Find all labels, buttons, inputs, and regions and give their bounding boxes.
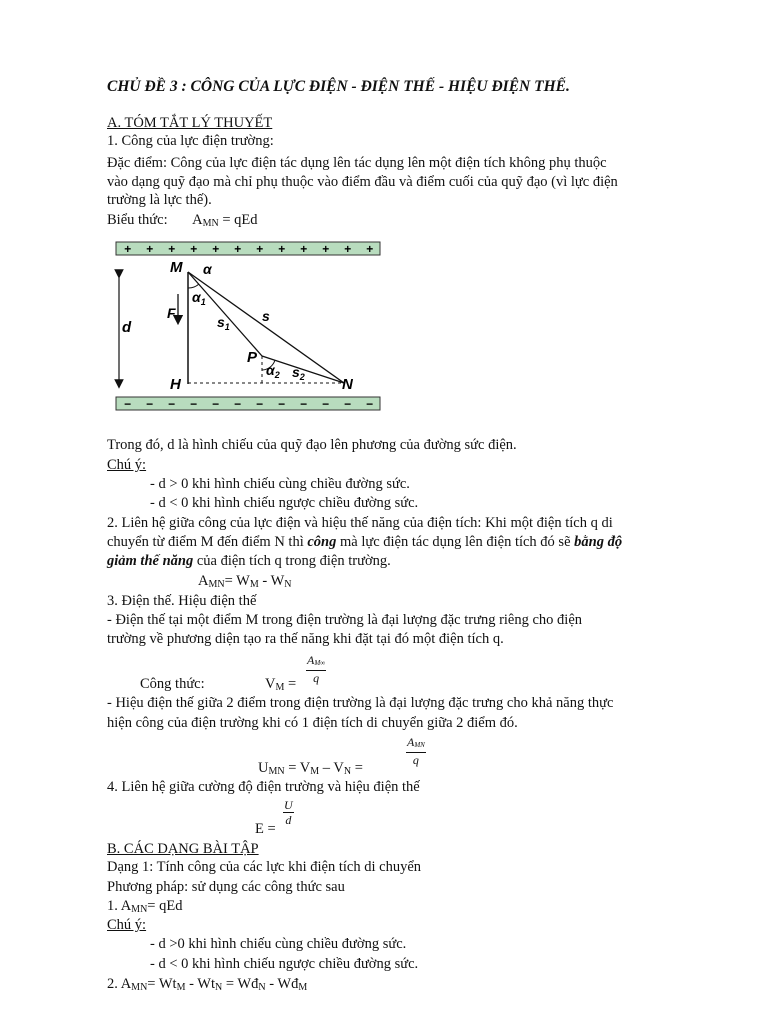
plus-sign: + (300, 242, 308, 256)
section-b-note-item: - d < 0 khi hình chiếu ngược chiều đường sức. (150, 956, 419, 972)
e-formula-lhs: E = (255, 821, 276, 837)
expression-rhs: = qEd (222, 212, 258, 228)
negative-plate (116, 397, 380, 410)
plus-sign: + (256, 242, 264, 256)
minus-sign: − (146, 397, 154, 411)
minus-sign: − (278, 397, 286, 411)
positive-plate (116, 242, 380, 255)
work-path-figure (112, 238, 384, 414)
section-a-p1-line: Đặc điểm: Công của lực điện tác dụng lên tác dụng lên một điện tích không phụ thuộc (107, 155, 607, 171)
section-b-dang1: Dạng 1: Tính công của các lực khi điện tích di chuyển (107, 859, 422, 875)
plus-sign: + (190, 242, 198, 256)
label-alpha: α (203, 261, 212, 277)
section-a-p2-line: 2. Liên hệ giữa công của lực điện và hiệu thế năng của điện tích: Khi một điện tích q di (107, 515, 613, 531)
section-a-p1-line: vào dạng quỹ đạo mà chỉ phụ thuộc vào điểm đầu và điểm cuối của quỹ đạo (vì lực điện (107, 174, 618, 190)
section-a-p1-line: trường là lực thế). (107, 192, 212, 208)
section-a-heading: A. TÓM TẮT LÝ THUYẾT (107, 115, 273, 131)
note-item: - d < 0 khi hình chiếu ngược chiều đường sức. (150, 495, 419, 511)
vm-formula-label: Công thức: (140, 676, 205, 692)
expression-label: Biểu thức: (107, 212, 168, 228)
plus-sign: + (124, 242, 132, 256)
section-b-formula-1: 1. $A_{MN}=$ qEd (107, 898, 183, 915)
vm-fraction: $\frac{A_{M\infty}}{q}$ (307, 653, 326, 685)
plus-sign: + (234, 242, 242, 256)
section-a-p2-line: chuyển từ điểm M đến điểm N thì công mà lực điện tác dụng lên điện tích đó sẽ bằng độ (107, 534, 623, 550)
section-b-method: Phương pháp: sử dụng các công thức sau (107, 879, 345, 895)
plus-sign: + (168, 242, 176, 256)
section-b-heading: B. CÁC DẠNG BÀI TẬP (107, 841, 259, 857)
label-f: F (167, 305, 176, 321)
section-b-note-item: - d >0 khi hình chiếu cùng chiều đường sức. (150, 936, 407, 952)
formula-amn-w: $A_{MN}= W_M - W_N$ (198, 573, 292, 590)
minus-sign: − (366, 397, 374, 411)
label-s: s (262, 308, 270, 324)
expression-amn: $A_{MN}$ (192, 212, 219, 229)
label-d: d (122, 319, 132, 336)
section-a-p3-line: hiện công của điện trường khi có 1 điện tích di chuyển giữa 2 điểm đó. (107, 715, 518, 731)
label-h: H (170, 376, 181, 393)
section-a-p2-line: giảm thế năng của điện tích q trong điện trường. (107, 553, 391, 569)
section-a-p3-heading: 3. Điện thế. Hiệu điện thế (107, 593, 257, 609)
plus-sign: + (146, 242, 154, 256)
minus-sign: − (256, 397, 264, 411)
umn-formula-lhs: $U_{MN} = V_M - V_N$ = (258, 760, 363, 777)
note-label: Chú ý: (107, 457, 147, 473)
section-a-p1-heading: 1. Công của lực điện trường: (107, 133, 274, 149)
umn-fraction: $A_{MN}$ q (407, 735, 425, 767)
e-fraction: $\frac{U}{d}$ (284, 798, 293, 827)
minus-sign: − (124, 397, 132, 411)
plus-sign: + (366, 242, 374, 256)
minus-sign: − (234, 397, 242, 411)
section-a-p3-line: - Hiệu điện thế giữa 2 điểm trong điện trường là đại lượng đặc trưng cho khả năng thực (107, 695, 614, 711)
plus-sign: + (344, 242, 352, 256)
plus-sign: + (278, 242, 286, 256)
note-item: - d > 0 khi hình chiếu cùng chiều đường sức. (150, 476, 410, 492)
minus-sign: − (344, 397, 352, 411)
angle-alpha1-arc (188, 284, 199, 288)
vm-formula-lhs: $V_M$ = (265, 676, 297, 693)
minus-sign: − (322, 397, 330, 411)
section-a-p3-line: - Điện thế tại một điểm M trong điện trường là đại lượng đặc trưng riêng cho điện (107, 612, 583, 628)
minus-sign: − (300, 397, 308, 411)
minus-sign: − (212, 397, 220, 411)
label-n: N (342, 376, 353, 393)
section-a-p4-heading: 4. Liên hệ giữa cường độ điện trường và hiệu điện thế (107, 779, 420, 795)
where-line: Trong đó, d là hình chiếu của quỹ đạo lên phương của đường sức điện. (107, 437, 517, 453)
label-alpha1: $\alpha_1$ (192, 289, 206, 307)
section-b-formula-2: 2. $A_{MN}= Wt_M - Wt_N$ = $Wđ_N$ - $Wđ_M$ (107, 976, 308, 993)
expression-line (107, 211, 257, 233)
label-s2: $s_2$ (292, 364, 305, 382)
section-b-note-label: Chú ý: (107, 917, 147, 933)
plus-sign: + (322, 242, 330, 256)
plus-sign: + (212, 242, 220, 256)
label-m: M (170, 259, 183, 276)
minus-sign: − (190, 397, 198, 411)
segment-mp (188, 272, 262, 356)
label-p: P (247, 349, 258, 366)
section-a-p3-line: trường về phương diện tạo ra thế năng khi đặt tại đó một điện tích q. (107, 631, 504, 647)
document-title: CHỦ ĐỀ 3 : CÔNG CỦA LỰC ĐIỆN - ĐIỆN THẾ - HIỆU ĐIỆN THẾ. (107, 78, 570, 95)
label-alpha2: $\alpha_2$ (266, 362, 280, 380)
label-s1: $s_1$ (217, 314, 230, 332)
minus-sign: − (168, 397, 176, 411)
